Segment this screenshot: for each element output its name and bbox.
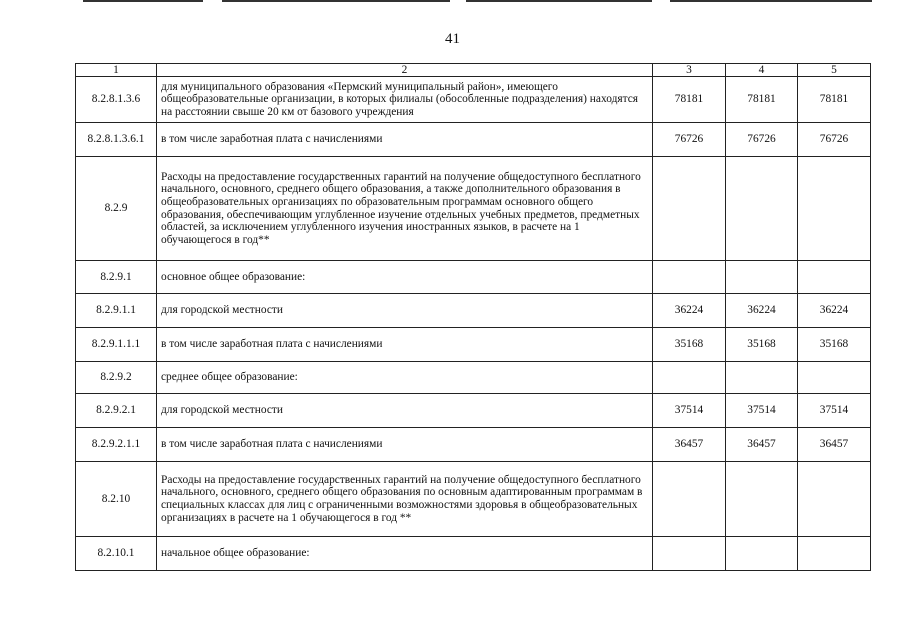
row-value-col3: 36224 xyxy=(653,294,726,328)
page-number: 41 xyxy=(445,31,460,47)
row-code: 8.2.9.1.1.1 xyxy=(76,328,157,362)
row-description: для муниципального образования «Пермский муниципальный район», имеющего общеобразовательные организации, в которых филиалы (обособленные подразделения) находятся на расстоянии свыше 20 км от базового учреждения xyxy=(157,77,653,123)
header-col-1: 1 xyxy=(76,64,157,77)
row-value-col4 xyxy=(726,362,798,394)
table-row xyxy=(76,428,871,462)
row-code: 8.2.8.1.3.6.1 xyxy=(76,123,157,157)
row-value-col5 xyxy=(798,537,871,571)
row-value-col4: 37514 xyxy=(726,394,798,428)
header-col-5: 5 xyxy=(798,64,871,77)
top-rule-center xyxy=(466,0,652,2)
row-description: Расходы на предоставление государственных гарантий на получение общедоступного бесплатного начального, основного, среднего общего образования, а также дополнительного образования в общеобразовательных организациях по образовательным программам основного общего образования, обеспечивающим углубленное изучение отдельных учебных предметов, предметных областей, за исключением углубленного изучения иностранных языков, в расчете на 1 обучающегося в год** xyxy=(157,157,653,261)
top-rule-middle xyxy=(222,0,450,2)
row-code: 8.2.9.2.1.1 xyxy=(76,428,157,462)
header-col-3: 3 xyxy=(653,64,726,77)
row-code: 8.2.9.2.1 xyxy=(76,394,157,428)
row-value-col5 xyxy=(798,261,871,294)
row-description: Расходы на предоставление государственных гарантий на получение общедоступного бесплатного начального, основного, среднего общего образования по основным адаптированным программам в специальных классах для лиц с ограниченными возможностями здоровья в общеобразовательных организациях в расчете на 1 обучающегося в год ** xyxy=(157,462,653,537)
row-description: начальное общее образование: xyxy=(157,537,653,571)
row-description: для городской местности xyxy=(157,394,653,428)
row-code: 8.2.9.1.1 xyxy=(76,294,157,328)
row-value-col3 xyxy=(653,157,726,261)
row-description: в том числе заработная плата с начислениями xyxy=(157,328,653,362)
row-value-col5 xyxy=(798,362,871,394)
row-value-col4 xyxy=(726,462,798,537)
header-col-2: 2 xyxy=(157,64,653,77)
row-value-col5: 35168 xyxy=(798,328,871,362)
row-code: 8.2.10 xyxy=(76,462,157,537)
row-value-col5: 36457 xyxy=(798,428,871,462)
row-code: 8.2.9.2 xyxy=(76,362,157,394)
row-value-col5: 37514 xyxy=(798,394,871,428)
row-value-col4: 78181 xyxy=(726,77,798,123)
row-value-col3: 76726 xyxy=(653,123,726,157)
row-value-col3: 37514 xyxy=(653,394,726,428)
row-value-col3 xyxy=(653,462,726,537)
row-value-col3: 36457 xyxy=(653,428,726,462)
row-value-col5 xyxy=(798,157,871,261)
row-code: 8.2.10.1 xyxy=(76,537,157,571)
table-row xyxy=(76,328,871,362)
row-code: 8.2.9 xyxy=(76,157,157,261)
row-value-col4: 35168 xyxy=(726,328,798,362)
row-value-col3: 78181 xyxy=(653,77,726,123)
row-code: 8.2.9.1 xyxy=(76,261,157,294)
table-row xyxy=(76,157,871,261)
table-row xyxy=(76,123,871,157)
row-value-col3 xyxy=(653,362,726,394)
row-code: 8.2.8.1.3.6 xyxy=(76,77,157,123)
row-description: в том числе заработная плата с начислениями xyxy=(157,123,653,157)
row-value-col3 xyxy=(653,261,726,294)
row-value-col4: 36224 xyxy=(726,294,798,328)
row-value-col3: 35168 xyxy=(653,328,726,362)
row-description: среднее общее образование: xyxy=(157,362,653,394)
row-description: основное общее образование: xyxy=(157,261,653,294)
row-value-col4: 36457 xyxy=(726,428,798,462)
table-row xyxy=(76,362,871,394)
row-description: для городской местности xyxy=(157,294,653,328)
table-row xyxy=(76,394,871,428)
row-description: в том числе заработная плата с начислениями xyxy=(157,428,653,462)
table-row xyxy=(76,462,871,537)
row-value-col5 xyxy=(798,462,871,537)
top-rule-left xyxy=(83,0,203,2)
table-row xyxy=(76,77,871,123)
row-value-col5: 36224 xyxy=(798,294,871,328)
table-row xyxy=(76,261,871,294)
table-row xyxy=(76,294,871,328)
row-value-col5: 78181 xyxy=(798,77,871,123)
header-col-4: 4 xyxy=(726,64,798,77)
table-header-row xyxy=(76,64,871,77)
row-value-col3 xyxy=(653,537,726,571)
budget-table xyxy=(75,63,871,571)
row-value-col5: 76726 xyxy=(798,123,871,157)
row-value-col4: 76726 xyxy=(726,123,798,157)
row-value-col4 xyxy=(726,261,798,294)
row-value-col4 xyxy=(726,157,798,261)
table-row xyxy=(76,537,871,571)
row-value-col4 xyxy=(726,537,798,571)
top-rule-right xyxy=(670,0,872,2)
